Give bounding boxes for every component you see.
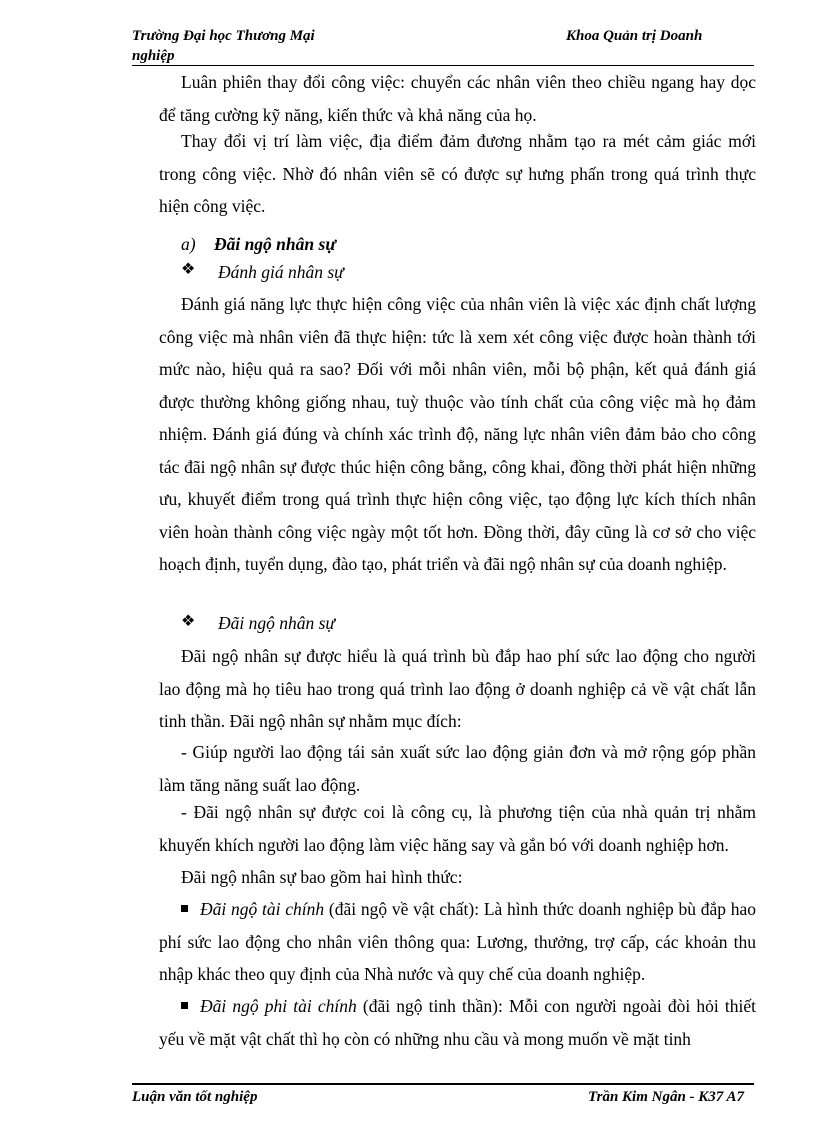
square-bullet-icon: [181, 905, 188, 912]
subheading-evaluation: Đánh giá nhân sự: [218, 262, 344, 282]
paragraph-forms-intro: Đãi ngộ nhân sự bao gồm hai hình thức:: [181, 867, 463, 887]
paragraph-purpose-two: - Đãi ngộ nhân sự được coi là công cụ, là phương tiện của nhà quản trị nhằm khuyến khích người lao động làm việc hăng say và gắn bó với doanh nghiệp hơn.: [159, 802, 756, 855]
bullet-term-financial: Đãi ngộ tài chính: [200, 899, 325, 919]
bullet-text-non-financial: (đãi ngộ tinh thần): Mỗi con người ngoài đòi hỏi thiết yếu về mặt vật chất thì họ còn có những nhu cầu và mong muốn về mặt tinh: [159, 996, 757, 1049]
square-bullet-icon: [181, 1002, 188, 1009]
section-marker: a): [181, 234, 196, 254]
footer-thesis-label: Luận văn tốt nghiệp: [132, 1089, 258, 1105]
header-school-name: Trường Đại học Thương Mại nghiệp: [132, 28, 315, 64]
subheading-compensation: Đãi ngộ nhân sự: [218, 613, 335, 633]
paragraph-job-rotation: Luân phiên thay đổi công việc: chuyển các nhân viên theo chiều ngang hay dọc để tăng cường kỹ năng, kiến thức và khả năng của họ.: [159, 72, 756, 125]
footer-author: Trần Kim Ngân - K37 A7: [588, 1089, 744, 1105]
bullet-financial-compensation: [159, 893, 756, 991]
section-heading: [181, 232, 336, 256]
footer-rule: [132, 1083, 754, 1085]
bullet-text-financial: (đãi ngộ về vật chất): Là hình thức doanh nghiệp bù đắp hao phí sức lao động cho nhân viên thông qua: Lương, thưởng, trợ cấp, các khoản thu nhập khác theo quy định của Nhà nước và quy chế của doanh nghiệp.: [159, 899, 756, 984]
bullet-term-non-financial: Đãi ngộ phi tài chính: [200, 996, 357, 1016]
diamond-bullet-icon: ❖: [181, 613, 196, 630]
paragraph-workplace-change: Thay đổi vị trí làm việc, địa điểm đảm đương nhằm tạo ra mét cảm giác mới trong công việc. Nhờ đó nhân viên sẽ có được sự hưng phấn trong quá trình thực hiện công việc.: [159, 131, 756, 216]
paragraph-purpose-one: - Giúp người lao động tái sản xuất sức lao động giản đơn và mở rộng góp phần làm tăng năng suất lao động.: [159, 742, 756, 795]
diamond-bullet-icon: ❖: [181, 261, 196, 278]
paragraph-evaluation: Đánh giá năng lực thực hiện công việc của nhân viên là việc xác định chất lượng công việc mà nhân viên đã thực hiện: tức là xem xét công việc được hoàn thành tới mức nào, hiệu quả ra sao? Đối với mỗi nhân viên, mỗi bộ phận, kết quả đánh giá được thường không giống nhau, tuỳ thuộc vào tính chất của công việc mà họ đảm nhiệm. Đánh giá đúng và chính xác trình độ, năng lực nhân viên đảm bảo cho công tác đãi ngộ nhân sự được thúc hiện công bằng, công khai, đồng thời phát hiện những ưu, khuyết điểm trong quá trình thực hiện công việc, tạo động lực kích thích nhân viên hoàn thành công việc ngày một tốt hơn. Đồng thời, đây cũng là cơ sở cho việc hoạch định, tuyển dụng, đào tạo, phát triển và đãi ngộ nhân sự của doanh nghiệp.: [159, 294, 756, 574]
paragraph-compensation-definition: Đãi ngộ nhân sự được hiểu là quá trình bù đắp hao phí sức lao động cho người lao động mà họ tiêu hao trong quá trình lao động ở doanh nghiệp cả về vật chất lẫn tinh thần. Đãi ngộ nhân sự nhằm mục đích:: [159, 646, 756, 731]
header-faculty-name: Khoa Quản trị Doanh: [566, 28, 703, 44]
bullet-non-financial-compensation: [159, 990, 756, 1055]
section-title: Đãi ngộ nhân sự: [213, 234, 336, 254]
